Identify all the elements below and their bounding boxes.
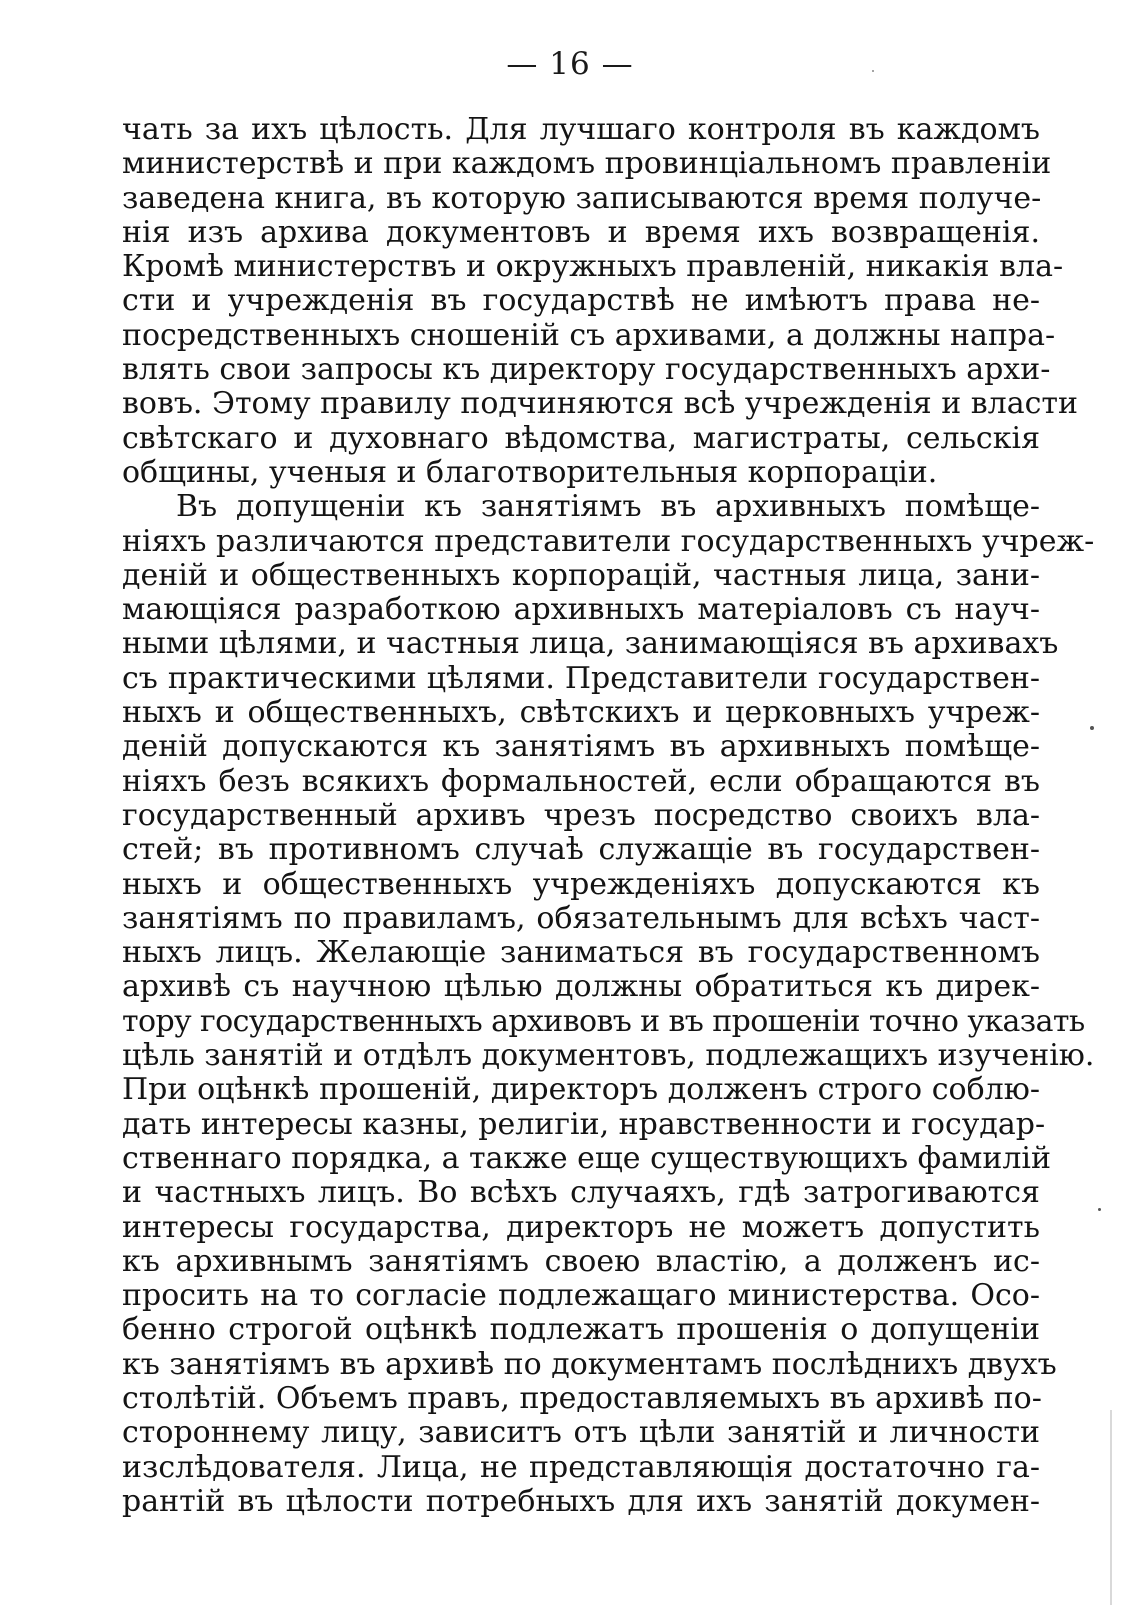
text-line: просить на то согласіе подлежащаго министерства. Осо- bbox=[122, 1278, 1040, 1314]
text-line: Въ допущеніи къ занятіямъ въ архивныхъ помѣще- bbox=[176, 489, 1040, 525]
text-line: ныхъ и общественныхъ, свѣтскихъ и церковныхъ учреж- bbox=[122, 695, 1040, 731]
text-line: и частныхъ лицъ. Во всѣхъ случаяхъ, гдѣ затрогиваются bbox=[122, 1175, 1040, 1211]
text-line: посредственныхъ сношеній съ архивами, а должны напра- bbox=[122, 317, 1056, 353]
text-line: влять свои запросы къ директору государственныхъ архи- bbox=[122, 352, 1051, 388]
text-line: заведена книга, въ которую записываются время получе- bbox=[122, 180, 1042, 216]
page-number: — 16 — bbox=[506, 46, 634, 82]
text-line: мающіяся разработкою архивныхъ матеріаловъ съ науч- bbox=[122, 592, 1040, 628]
text-line: свѣтскаго и духовнаго вѣдомства, магистраты, сельскія bbox=[122, 420, 1040, 456]
text-line: бенно строгой оцѣнкѣ подлежатъ прошенія о допущеніи bbox=[122, 1312, 1040, 1348]
text-line: тору государственныхъ архивовъ и въ прошеніи точно указать bbox=[122, 1003, 1085, 1039]
text-line: деній допускаются къ занятіямъ въ архивныхъ помѣще- bbox=[122, 729, 1040, 765]
text-line: стороннему лицу, зависитъ отъ цѣли занятій и личности bbox=[122, 1415, 1040, 1451]
print-speck bbox=[1090, 726, 1094, 730]
text-line: ніяхъ безъ всякихъ формальностей, если обращаются въ bbox=[122, 763, 1040, 799]
text-line: столѣтій. Объемъ правъ, предоставляемыхъ въ архивѣ по- bbox=[122, 1380, 1042, 1416]
text-line: ныхъ и общественныхъ учрежденіяхъ допускаются къ bbox=[122, 866, 1040, 902]
text-line: деній и общественныхъ корпорацій, частныя лица, зани- bbox=[122, 557, 1040, 593]
text-line: ныхъ лицъ. Желающіе заниматься въ государственномъ bbox=[122, 935, 1040, 971]
page-edge-line bbox=[1110, 1410, 1112, 1605]
text-line: къ занятіямъ въ архивѣ по документамъ послѣднихъ двухъ bbox=[122, 1346, 1057, 1382]
paragraph-2 bbox=[122, 489, 1095, 1519]
print-speck bbox=[1098, 1208, 1101, 1211]
text-line: Кромѣ министерствъ и окружныхъ правленій, никакія вла- bbox=[122, 249, 1064, 285]
text-line: съ практическими цѣлями. Представители государствен- bbox=[122, 660, 1040, 696]
text-line: нія изъ архива документовъ и время ихъ возвращенія. bbox=[122, 214, 1040, 250]
text-line: общины, ученыя и благотворительныя корпораціи. bbox=[122, 454, 938, 490]
text-line: ными цѣлями, и частныя лица, занимающіяся въ архивахъ bbox=[122, 626, 1059, 662]
text-line: сти и учрежденія въ государствѣ не имѣютъ права не- bbox=[122, 283, 1040, 319]
paragraph-1 bbox=[122, 112, 1079, 490]
text-line: рантій въ цѣлости потребныхъ для ихъ занятій докумен- bbox=[122, 1483, 1040, 1519]
text-line: министерствѣ и при каждомъ провинціальномъ правленіи bbox=[122, 146, 1052, 182]
text-line: изслѣдователя. Лица, не представляющія достаточно га- bbox=[122, 1449, 1040, 1485]
text-line: цѣль занятій и отдѣлъ документовъ, подлежащихъ изученію. bbox=[122, 1038, 1095, 1074]
text-line: вовъ. Этому правилу подчиняются всѣ учрежденія и власти bbox=[122, 386, 1079, 422]
text-line: ственнаго порядка, а также еще существующихъ фамилій bbox=[122, 1140, 1052, 1176]
text-line: занятіямъ по правиламъ, обязательнымъ для всѣхъ част- bbox=[122, 900, 1040, 936]
text-line: государственный архивъ чрезъ посредство своихъ вла- bbox=[122, 797, 1040, 833]
text-line: архивѣ съ научною цѣлью должны обратиться къ дирек- bbox=[122, 969, 1040, 1005]
text-line: дать интересы казны, религіи, нравственности и государ- bbox=[122, 1106, 1046, 1142]
text-line: стей; въ противномъ случаѣ служащіе въ государствен- bbox=[122, 832, 1040, 868]
text-line: ніяхъ различаются представители государственныхъ учреж- bbox=[122, 523, 1095, 559]
text-line: къ архивнымъ занятіямъ своею властію, а долженъ ис- bbox=[122, 1243, 1040, 1279]
page-text bbox=[122, 112, 1095, 1519]
text-line: чать за ихъ цѣлость. Для лучшаго контроля въ каждомъ bbox=[122, 112, 1040, 147]
text-line: При оцѣнкѣ прошеній, директоръ долженъ строго соблю- bbox=[122, 1072, 1040, 1108]
text-line: интересы государства, директоръ не можетъ допустить bbox=[122, 1209, 1040, 1245]
print-speck bbox=[872, 70, 874, 72]
